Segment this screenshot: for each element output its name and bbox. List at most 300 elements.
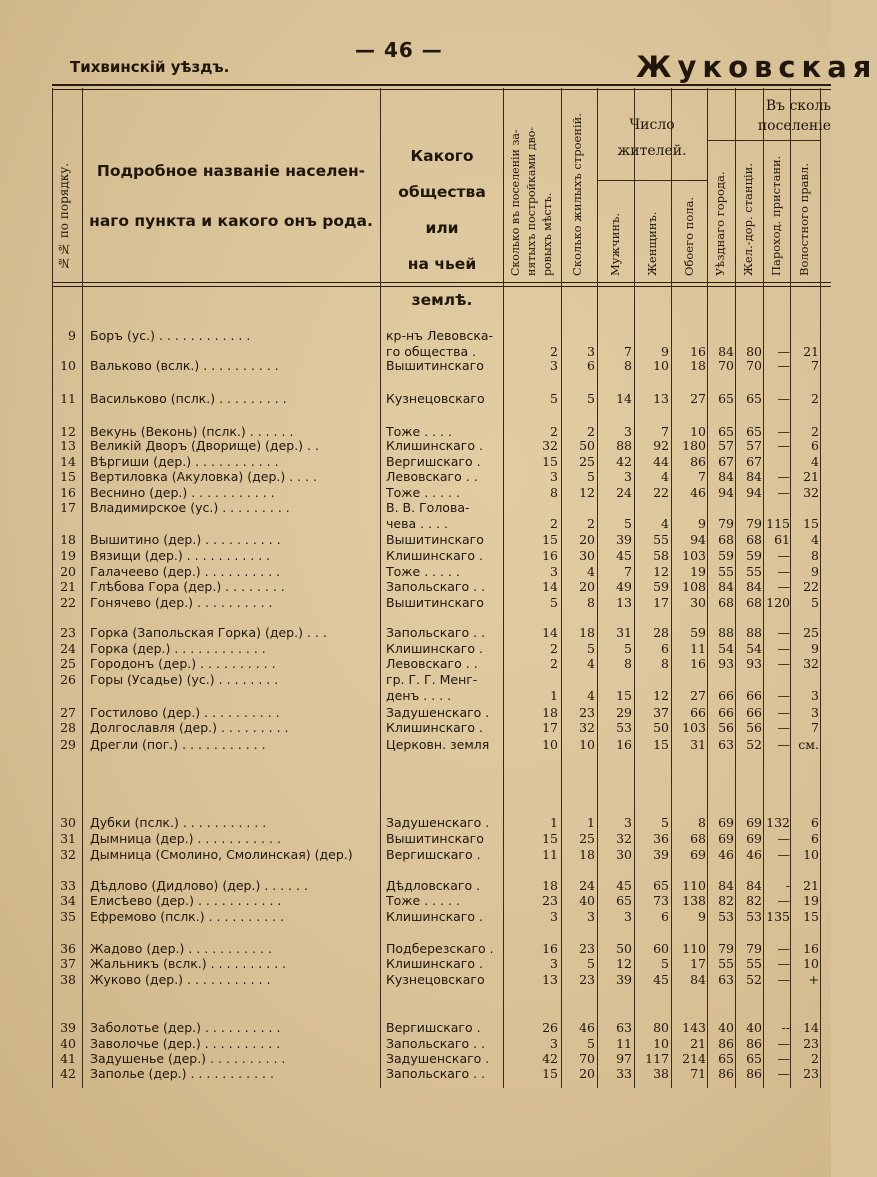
cell-t: 31: [690, 737, 706, 752]
table-row: [0, 625, 831, 641]
cell-a: 26: [542, 1020, 558, 1035]
cell-p: 115: [766, 516, 790, 531]
cell-v: 32: [803, 656, 819, 671]
cell-a: 18: [542, 705, 558, 720]
place-name: Долгославля (дер.) . . . . . . . . .: [90, 720, 289, 735]
cell-a: 15: [542, 1066, 558, 1081]
cell-t: 108: [682, 579, 706, 594]
row-number: 17: [60, 500, 76, 515]
cell-a: 14: [542, 625, 558, 640]
cell-a: 5: [550, 391, 558, 406]
cell-p: —: [777, 438, 790, 453]
cell-a: 8: [550, 485, 558, 500]
cell-b: 30: [579, 548, 595, 563]
table-row: [0, 579, 831, 595]
table-row: [0, 1020, 831, 1036]
society-name: Клишинскаго .: [386, 956, 483, 971]
cell-m: 7: [624, 564, 632, 579]
cell-p: —: [777, 358, 790, 373]
cell-m: 45: [616, 878, 632, 893]
cell-u: 84: [718, 469, 734, 484]
society-name: Тоже . . . .: [386, 424, 453, 439]
inhabitants-subrule: [597, 180, 707, 181]
cell-w: 5: [661, 956, 669, 971]
distance-subrule: [707, 140, 820, 141]
cell-p: --: [781, 1020, 790, 1035]
cell-b: 5: [587, 1036, 595, 1051]
cell-w: 58: [653, 548, 669, 563]
cell-t: 110: [682, 941, 706, 956]
row-number: 42: [60, 1066, 76, 1081]
cell-v: 6: [811, 438, 819, 453]
place-name: Задушенье (дер.) . . . . . . . . . .: [90, 1051, 286, 1066]
row-number: 21: [60, 579, 76, 594]
cell-u: 54: [718, 641, 734, 656]
cell-t: 9: [698, 516, 706, 531]
cell-v: 2: [811, 391, 819, 406]
cell-z: 65: [746, 391, 762, 406]
table-row: [0, 941, 831, 957]
cell-w: 44: [653, 454, 669, 469]
society-name-cont: денъ . . . .: [386, 688, 452, 703]
cell-m: 49: [616, 579, 632, 594]
cell-t: 17: [690, 956, 706, 971]
cell-m: 8: [624, 358, 632, 373]
place-name: Дубки (пслк.) . . . . . . . . . . .: [90, 815, 267, 830]
row-number: 38: [60, 972, 76, 987]
cell-t: 8: [698, 815, 706, 830]
table-row: [0, 720, 831, 736]
cell-t: 138: [682, 893, 706, 908]
cell-w: 50: [653, 720, 669, 735]
place-name: Вязищи (дер.) . . . . . . . . . . .: [90, 548, 271, 563]
cell-m: 15: [616, 688, 632, 703]
cell-v: 25: [803, 625, 819, 640]
cell-w: 39: [653, 847, 669, 862]
cell-u: 65: [718, 424, 734, 439]
cell-a: 3: [550, 564, 558, 579]
society-name: гр. Г. Г. Менг-: [386, 672, 478, 687]
cell-p: 120: [766, 595, 790, 610]
place-name: Веснино (дер.) . . . . . . . . . . .: [90, 485, 275, 500]
cell-p: —: [777, 424, 790, 439]
cell-p: —: [777, 344, 790, 359]
cell-p: —: [777, 705, 790, 720]
cell-t: 94: [690, 532, 706, 547]
place-name: Заволочье (дер.) . . . . . . . . . .: [90, 1036, 281, 1051]
col-header-yards: Сколько въ поселеніи за-нятыхъ постройками дво-ровыхъ мѣстъ.: [509, 126, 554, 276]
cell-m: 13: [616, 595, 632, 610]
cell-z: 55: [746, 956, 762, 971]
society-name: Вергишскаго .: [386, 847, 481, 862]
place-name: Городонъ (дер.) . . . . . . . . . .: [90, 656, 276, 671]
cell-w: 10: [653, 358, 669, 373]
place-name: Гонячево (дер.) . . . . . . . . . .: [90, 595, 273, 610]
cell-a: 18: [542, 878, 558, 893]
place-name: Дымница (Смолино, Смолинская) (дер.): [90, 847, 353, 862]
society-name: Вышитинскаго: [386, 358, 484, 373]
cell-u: 63: [718, 972, 734, 987]
cell-t: 103: [682, 548, 706, 563]
cell-b: 2: [587, 516, 595, 531]
cell-m: 39: [616, 532, 632, 547]
society-name: Вышитинскаго: [386, 831, 484, 846]
top-rule-thin: [52, 89, 831, 90]
cell-z: 88: [746, 625, 762, 640]
cell-a: 23: [542, 893, 558, 908]
cell-b: 1: [587, 815, 595, 830]
cell-m: 32: [616, 831, 632, 846]
cell-z: 53: [746, 909, 762, 924]
cell-a: 2: [550, 424, 558, 439]
cell-t: 103: [682, 720, 706, 735]
cell-w: 36: [653, 831, 669, 846]
place-name: Васильково (пслк.) . . . . . . . . .: [90, 391, 287, 406]
cell-v: 5: [811, 595, 819, 610]
cell-v: 9: [811, 641, 819, 656]
col-header-no: №№ по порядку.: [57, 162, 71, 270]
cell-u: 59: [718, 548, 734, 563]
cell-w: 12: [653, 564, 669, 579]
table-row: [0, 737, 831, 753]
society-name: Запольскаго . .: [386, 625, 486, 640]
table-row: [0, 956, 831, 972]
society-name: Вергишскаго .: [386, 1020, 481, 1035]
row-number: 41: [60, 1051, 76, 1066]
cell-z: 65: [746, 424, 762, 439]
cell-z: 84: [746, 878, 762, 893]
cell-z: 82: [746, 893, 762, 908]
cell-t: 19: [690, 564, 706, 579]
cell-p: —: [777, 656, 790, 671]
cell-w: 117: [645, 1051, 669, 1066]
table-row: [0, 672, 831, 704]
cell-z: 55: [746, 564, 762, 579]
cell-p: —: [777, 469, 790, 484]
cell-z: 94: [746, 485, 762, 500]
cell-b: 20: [579, 532, 595, 547]
cell-u: 53: [718, 909, 734, 924]
cell-b: 2: [587, 424, 595, 439]
cell-w: 59: [653, 579, 669, 594]
cell-m: 42: [616, 454, 632, 469]
cell-u: 69: [718, 831, 734, 846]
cell-t: 84: [690, 972, 706, 987]
cell-w: 13: [653, 391, 669, 406]
society-name: Тоже . . . . .: [386, 485, 460, 500]
cell-v: 16: [803, 941, 819, 956]
society-name: Клишинскаго .: [386, 548, 483, 563]
cell-p: 61: [774, 532, 790, 547]
cell-v: 4: [811, 532, 819, 547]
row-number: 32: [60, 847, 76, 862]
cell-u: 55: [718, 564, 734, 579]
society-name: Тоже . . . . .: [386, 564, 460, 579]
society-name: Клишинскаго .: [386, 909, 483, 924]
col-header-inhabitants: Число жителей.: [617, 117, 687, 159]
cell-m: 97: [616, 1051, 632, 1066]
cell-t: 143: [682, 1020, 706, 1035]
cell-b: 3: [587, 909, 595, 924]
col-header-uezd-town: Уѣзднаго города.: [713, 171, 727, 276]
cell-v: 32: [803, 485, 819, 500]
cell-t: 30: [690, 595, 706, 610]
cell-a: 42: [542, 1051, 558, 1066]
society-name: Дѣдловскаго .: [386, 878, 481, 893]
cell-z: 66: [746, 688, 762, 703]
cell-p: —: [777, 548, 790, 563]
cell-a: 3: [550, 1036, 558, 1051]
place-name: Жальникъ (вслк.) . . . . . . . . . .: [90, 956, 287, 971]
cell-z: 52: [746, 972, 762, 987]
cell-z: 80: [746, 344, 762, 359]
cell-b: 25: [579, 454, 595, 469]
place-name: Заполье (дер.) . . . . . . . . . . .: [90, 1066, 274, 1081]
cell-m: 24: [616, 485, 632, 500]
row-number: 18: [60, 532, 76, 547]
society-name: Задушенскаго .: [386, 815, 490, 830]
row-number: 35: [60, 909, 76, 924]
row-number: 26: [60, 672, 76, 687]
cell-t: 27: [690, 688, 706, 703]
cell-v: 10: [803, 956, 819, 971]
cell-v: 14: [803, 1020, 819, 1035]
cell-v: 2: [811, 424, 819, 439]
col-header-houses: Сколько жилыхъ строеній.: [570, 113, 584, 276]
col-header-women: Женщинъ.: [645, 211, 659, 276]
cell-z: 52: [746, 737, 762, 752]
place-name: Дымница (дер.) . . . . . . . . . . .: [90, 831, 281, 846]
society-name-cont: чева . . . .: [386, 516, 448, 531]
row-number: 29: [60, 737, 76, 752]
cell-z: 67: [746, 454, 762, 469]
cell-v: 7: [811, 358, 819, 373]
cell-p: —: [777, 847, 790, 862]
cell-m: 65: [616, 893, 632, 908]
cell-z: 65: [746, 1051, 762, 1066]
cell-v: 7: [811, 720, 819, 735]
cell-m: 5: [624, 516, 632, 531]
cell-p: —: [777, 1051, 790, 1066]
cell-p: —: [777, 831, 790, 846]
cell-z: 86: [746, 1036, 762, 1051]
place-name: Гостилово (дер.) . . . . . . . . . .: [90, 705, 280, 720]
cell-w: 5: [661, 815, 669, 830]
cell-b: 20: [579, 579, 595, 594]
society-name: Задушенскаго .: [386, 1051, 490, 1066]
cell-b: 23: [579, 972, 595, 987]
cell-u: 86: [718, 1036, 734, 1051]
cell-m: 39: [616, 972, 632, 987]
place-name: Вертиловка (Акуловка) (дер.) . . . .: [90, 469, 318, 484]
col-header-name: Подробное названіе населен- наго пункта и какого онъ рода.: [89, 162, 373, 230]
row-number: 23: [60, 625, 76, 640]
cell-a: 13: [542, 972, 558, 987]
cell-p: —: [777, 625, 790, 640]
place-name: Боръ (ус.) . . . . . . . . . . . .: [90, 328, 251, 343]
place-name: Дрегли (пог.) . . . . . . . . . . .: [90, 737, 266, 752]
table-row: [0, 1051, 831, 1067]
society-name: Тоже . . . . .: [386, 893, 460, 908]
row-number: 40: [60, 1036, 76, 1051]
cell-m: 3: [624, 815, 632, 830]
cell-w: 12: [653, 688, 669, 703]
cell-z: 93: [746, 656, 762, 671]
table-row: [0, 1066, 831, 1082]
col-header-volost-board: Волостного правл.: [797, 163, 811, 276]
cell-b: 8: [587, 595, 595, 610]
cell-z: 79: [746, 941, 762, 956]
society-name: Клишинскаго .: [386, 438, 483, 453]
cell-p: —: [777, 564, 790, 579]
table-row: [0, 893, 831, 909]
cell-t: 10: [690, 424, 706, 439]
col-header-men: Мужчинъ.: [608, 212, 622, 276]
cell-v: 19: [803, 893, 819, 908]
cell-b: 4: [587, 564, 595, 579]
cell-t: 27: [690, 391, 706, 406]
society-name: кр-нъ Левовска-: [386, 328, 494, 343]
cell-w: 8: [661, 656, 669, 671]
row-number: 16: [60, 485, 76, 500]
table-row: [0, 656, 831, 672]
row-number: 20: [60, 564, 76, 579]
table-row: [0, 454, 831, 470]
cell-a: 2: [550, 641, 558, 656]
society-name-cont: го общества .: [386, 344, 477, 359]
cell-a: 11: [542, 847, 558, 862]
cell-a: 32: [542, 438, 558, 453]
table-row: [0, 358, 831, 374]
cell-m: 5: [624, 641, 632, 656]
cell-m: 30: [616, 847, 632, 862]
cell-v: 6: [811, 831, 819, 846]
row-number: 12: [60, 424, 76, 439]
table-row: [0, 485, 831, 501]
cell-w: 80: [653, 1020, 669, 1035]
cell-p: -: [785, 878, 790, 893]
cell-a: 1: [550, 815, 558, 830]
society-name: Клишинскаго .: [386, 720, 483, 735]
table-row: [0, 705, 831, 721]
society-name: Левовскаго . .: [386, 656, 478, 671]
cell-b: 50: [579, 438, 595, 453]
cell-w: 6: [661, 909, 669, 924]
cell-u: 66: [718, 705, 734, 720]
cell-a: 14: [542, 579, 558, 594]
cell-z: 56: [746, 720, 762, 735]
cell-p: —: [777, 720, 790, 735]
cell-p: —: [777, 1066, 790, 1081]
row-number: 28: [60, 720, 76, 735]
cell-a: 15: [542, 831, 558, 846]
society-name: Вышитинскаго: [386, 595, 484, 610]
cell-w: 38: [653, 1066, 669, 1081]
cell-a: 2: [550, 656, 558, 671]
cell-b: 4: [587, 688, 595, 703]
cell-u: 84: [718, 344, 734, 359]
cell-u: 94: [718, 485, 734, 500]
place-name: Глѣбова Гора (дер.) . . . . . . . .: [90, 579, 285, 594]
cell-m: 7: [624, 344, 632, 359]
place-name: Жуково (дер.) . . . . . . . . . . .: [90, 972, 271, 987]
cell-z: 68: [746, 532, 762, 547]
table-row: [0, 548, 831, 564]
cell-u: 65: [718, 391, 734, 406]
cell-u: 56: [718, 720, 734, 735]
table-row: [0, 532, 831, 548]
cell-v: 21: [803, 344, 819, 359]
cell-w: 9: [661, 344, 669, 359]
cell-t: 110: [682, 878, 706, 893]
cell-a: 3: [550, 469, 558, 484]
cell-a: 15: [542, 532, 558, 547]
cell-w: 60: [653, 941, 669, 956]
cell-u: 68: [718, 532, 734, 547]
cell-v: 10: [803, 847, 819, 862]
row-number: 24: [60, 641, 76, 656]
place-name: Великій Дворъ (Дворище) (дер.) . .: [90, 438, 319, 453]
cell-b: 25: [579, 831, 595, 846]
cell-v: 21: [803, 469, 819, 484]
cell-b: 46: [579, 1020, 595, 1035]
row-number: 10: [60, 358, 76, 373]
cell-u: 79: [718, 941, 734, 956]
cell-u: 88: [718, 625, 734, 640]
cell-v: 22: [803, 579, 819, 594]
cell-t: 86: [690, 454, 706, 469]
cell-z: 84: [746, 469, 762, 484]
cell-u: 84: [718, 579, 734, 594]
cell-b: 5: [587, 391, 595, 406]
cell-p: —: [777, 893, 790, 908]
society-name: Вергишскаго .: [386, 454, 481, 469]
place-name: Горка (дер.) . . . . . . . . . . . .: [90, 641, 266, 656]
society-name: Кузнецовскаго: [386, 972, 485, 987]
place-name: Ефремово (пслк.) . . . . . . . . . .: [90, 909, 285, 924]
table-row: [0, 500, 831, 532]
society-name: Левовскаго . .: [386, 469, 478, 484]
cell-u: 65: [718, 1051, 734, 1066]
cell-w: 65: [653, 878, 669, 893]
cell-b: 6: [587, 358, 595, 373]
table-row: [0, 847, 831, 863]
cell-v: 9: [811, 564, 819, 579]
cell-a: 5: [550, 595, 558, 610]
cell-z: 84: [746, 579, 762, 594]
cell-z: 70: [746, 358, 762, 373]
cell-v: 15: [803, 909, 819, 924]
cell-m: 3: [624, 469, 632, 484]
place-name: Елисѣево (дер.) . . . . . . . . . . .: [90, 893, 282, 908]
table-row: [0, 909, 831, 925]
cell-v: 4: [811, 454, 819, 469]
cell-b: 23: [579, 941, 595, 956]
cell-p: —: [777, 956, 790, 971]
cell-v: 3: [811, 688, 819, 703]
cell-v: 23: [803, 1066, 819, 1081]
society-name: Запольскаго . .: [386, 1036, 486, 1051]
cell-z: 79: [746, 516, 762, 531]
cell-p: —: [777, 737, 790, 752]
cell-u: 63: [718, 737, 734, 752]
cell-t: 18: [690, 358, 706, 373]
cell-z: 54: [746, 641, 762, 656]
cell-z: 69: [746, 815, 762, 830]
cell-b: 5: [587, 469, 595, 484]
society-name: Запольскаго . .: [386, 1066, 486, 1081]
place-name: Горы (Усадье) (ус.) . . . . . . . .: [90, 672, 279, 687]
